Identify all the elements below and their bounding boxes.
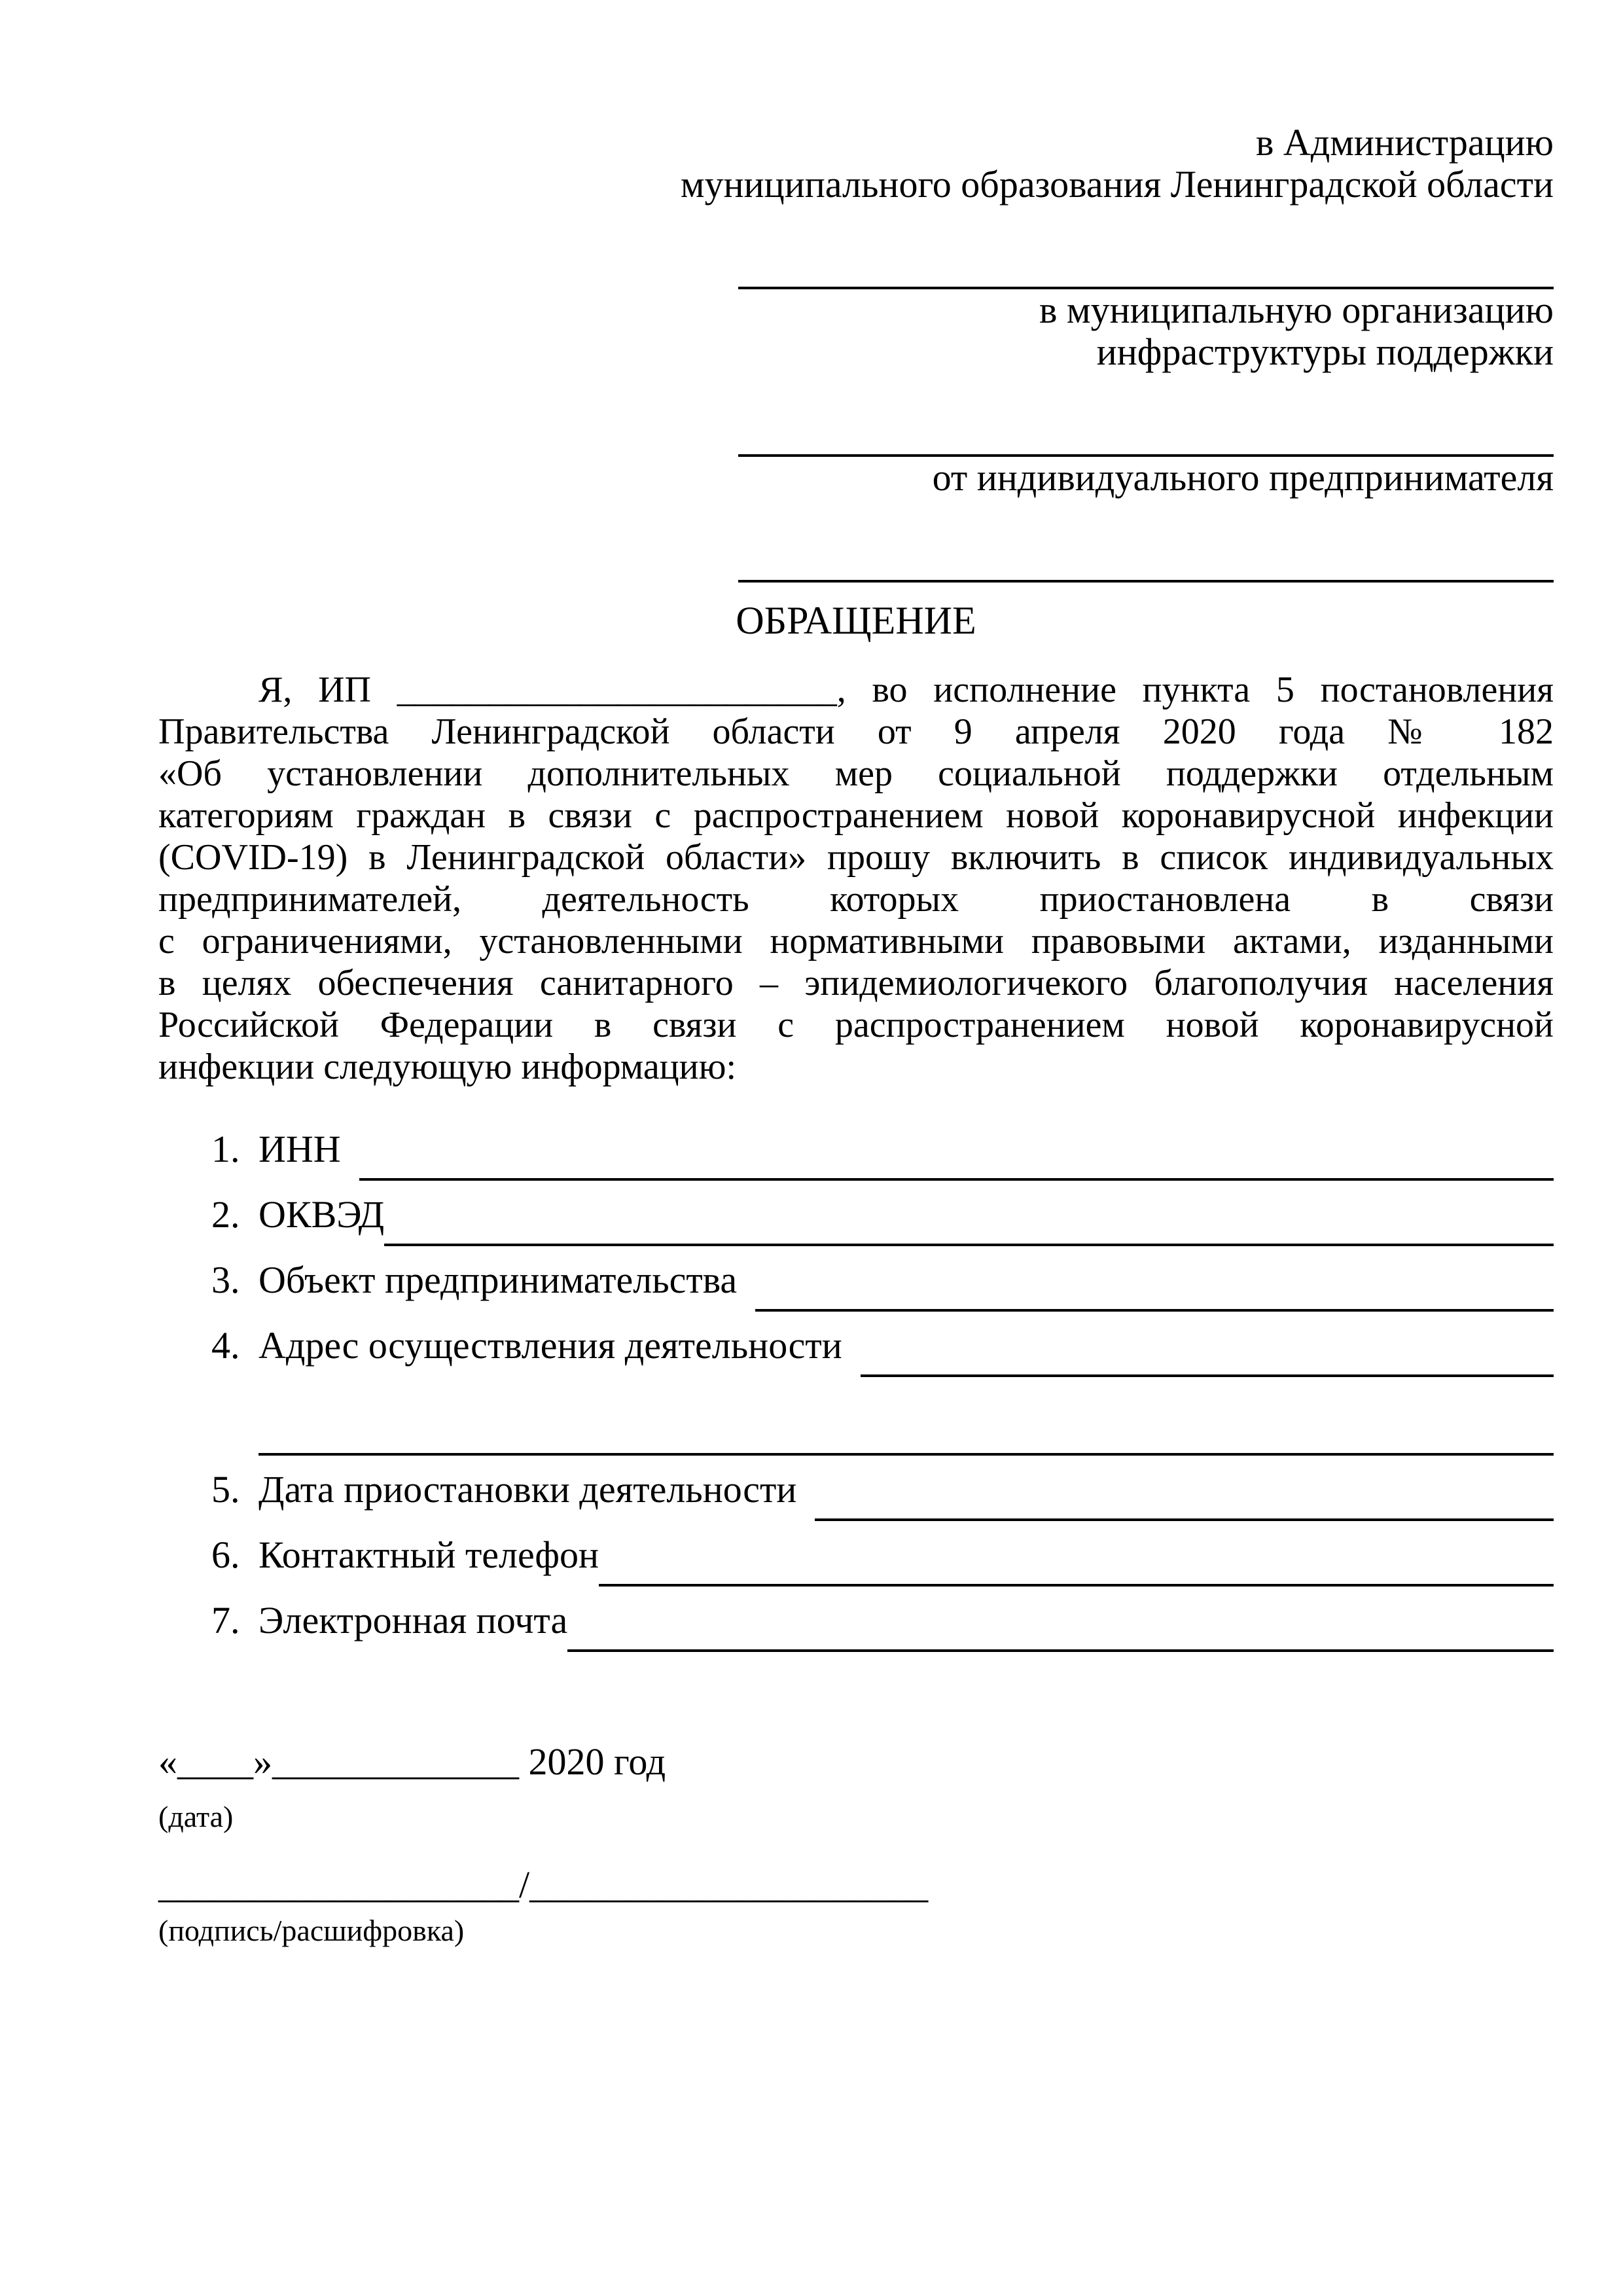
- spacer: [158, 206, 1554, 247]
- list-number: 2.: [211, 1193, 240, 1236]
- body-line: предпринимателей, деятельность которых приостановлена в связи: [158, 879, 1554, 920]
- activity-address-fill-line[interactable]: [861, 1313, 1554, 1377]
- list-item-suspension-date: [158, 1457, 1554, 1522]
- recipient-block: [158, 122, 1554, 583]
- list-item-inn: [158, 1117, 1554, 1182]
- recipient-fill-line-2[interactable]: [738, 415, 1554, 457]
- recipient-line-org: в муниципальную организацию: [1039, 289, 1554, 331]
- list-number: 5.: [211, 1468, 240, 1511]
- list-item-activity-address: [158, 1313, 1554, 1378]
- body-line: инфекции следующую информацию:: [158, 1047, 737, 1087]
- body-line: в целях обеспечения санитарного – эпидемиологичекого благополучия населения: [158, 963, 1554, 1003]
- sender-fill-row: [158, 541, 1554, 583]
- list-number: 6.: [211, 1534, 240, 1576]
- email-fill-line[interactable]: [567, 1588, 1554, 1652]
- list-number: 1.: [211, 1128, 240, 1170]
- body-line: Российской Федерации в связи с распространением новой коронавирусной: [158, 1005, 1554, 1045]
- body-line: «Об установлении дополнительных мер социальной поддержки отдельным: [158, 753, 1554, 794]
- body-line: с ограничениями, установленными нормативными правовыми актами, изданными: [158, 921, 1554, 961]
- list-label: Контактный телефон: [259, 1534, 599, 1576]
- signature-fill-line[interactable]: ___________________/_____________________: [158, 1863, 929, 1906]
- sender-fill-line[interactable]: [738, 541, 1554, 583]
- list-label: Адрес осуществления деятельности: [259, 1324, 842, 1367]
- list-item-email: [158, 1588, 1554, 1653]
- list-item-business-object: [158, 1247, 1554, 1313]
- list-label: Электронная почта: [259, 1599, 568, 1641]
- inn-fill-line[interactable]: [359, 1117, 1554, 1181]
- list-number: 7.: [211, 1599, 240, 1641]
- body-line: Правительства Ленинградской области от 9 апреля 2020 года № 182: [158, 711, 1554, 752]
- list-label: Дата приостановки деятельности: [259, 1468, 797, 1511]
- list-number: 3.: [211, 1259, 240, 1301]
- sender-line: от индивидуального предпринимателя: [932, 456, 1554, 499]
- recipient-line-administration: в Администрацию: [1255, 121, 1554, 164]
- footer-block: [158, 1741, 1554, 1949]
- list-label: Объект предпринимательства: [259, 1259, 738, 1301]
- list-number: 4.: [211, 1324, 240, 1367]
- signature-caption: (подпись/расшифровка): [158, 1914, 465, 1947]
- date-fill-line[interactable]: «____»_____________ 2020 год: [158, 1740, 666, 1783]
- body-line: Я, ИП ________________________, во исполнение пункта 5 постановления: [259, 670, 1554, 710]
- spacer: [158, 373, 1554, 415]
- recipient-fill-row-1: [158, 247, 1554, 289]
- body-line: (COVID-19) в Ленинградской области» прошу включить в список индивидуальных: [158, 837, 1554, 878]
- activity-address-fill-line-2[interactable]: [259, 1391, 1554, 1456]
- fill-in-list: [158, 1117, 1554, 1653]
- list-label: ОКВЭД: [259, 1193, 385, 1236]
- document-title: ОБРАЩЕНИЕ: [736, 599, 976, 642]
- business-object-fill-line[interactable]: [755, 1247, 1554, 1312]
- body-line: категориям граждан в связи с распространением новой коронавирусной инфекции: [158, 795, 1554, 836]
- list-indent: [158, 1391, 259, 1457]
- contact-phone-fill-line[interactable]: [599, 1522, 1554, 1587]
- activity-address-continuation-row: [158, 1391, 1554, 1457]
- recipient-line-infrastructure: инфраструктуры поддержки: [1096, 331, 1554, 373]
- body-paragraph: [158, 669, 1554, 1088]
- list-item-contact-phone: [158, 1522, 1554, 1588]
- list-label: ИНН: [259, 1128, 341, 1170]
- list-item-okved: [158, 1182, 1554, 1247]
- date-caption: (дата): [158, 1800, 234, 1833]
- recipient-line-municipality: муниципального образования Ленинградской области: [680, 163, 1554, 206]
- spacer: [158, 499, 1554, 541]
- recipient-fill-line-1[interactable]: [738, 247, 1554, 289]
- okved-fill-line[interactable]: [384, 1182, 1554, 1246]
- suspension-date-fill-line[interactable]: [815, 1457, 1554, 1521]
- recipient-fill-row-2: [158, 415, 1554, 457]
